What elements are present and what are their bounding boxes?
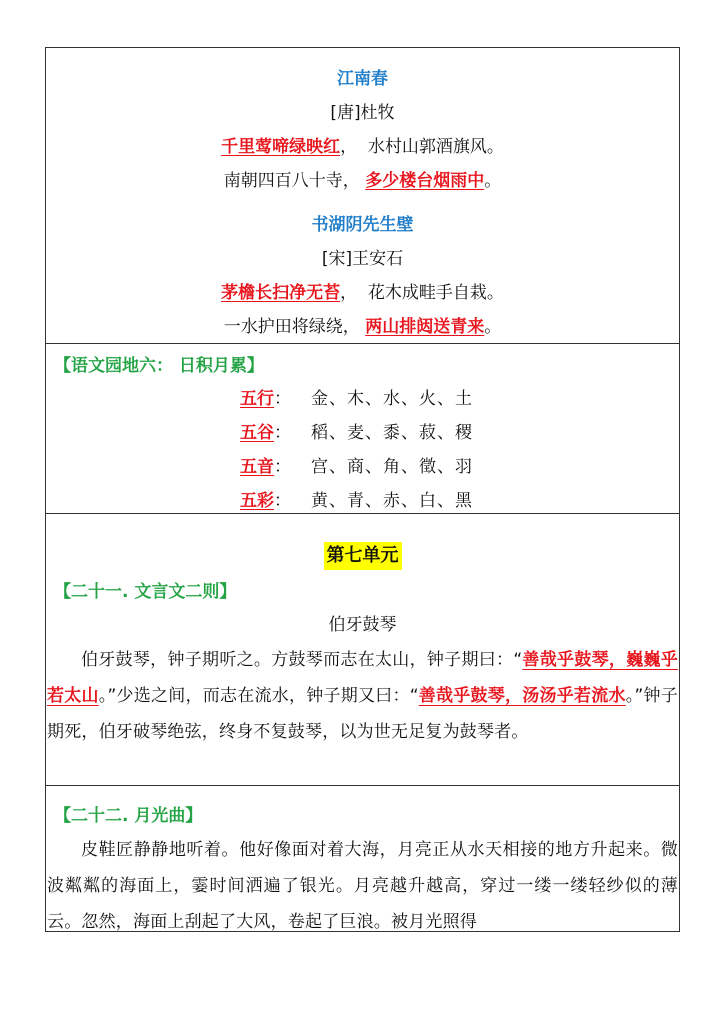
poem2-line2-end: 。 (484, 317, 502, 337)
jilei-list: 宫、商、角、徵、羽 (311, 457, 473, 477)
jilei-colon: ： (274, 423, 291, 443)
poem1-line1-key: 千里莺啼绿映红 (221, 137, 341, 157)
poem1-line1-sep: ， (340, 137, 358, 157)
jilei-item (46, 450, 679, 484)
unit-title: 第七单元 (324, 542, 402, 570)
boya-text-part1: 伯牙鼓琴，钟子期听之。方鼓琴而志在太山，钟子期曰：“ (81, 650, 523, 670)
jilei-term: 五谷 (240, 423, 274, 443)
poem1-line2-end: 。 (484, 171, 502, 191)
jilei-term: 五行 (240, 389, 274, 409)
poem1-line2 (46, 164, 679, 198)
jilei-term: 五音 (240, 457, 274, 477)
boya-key-phrase-1: 善哉乎鼓琴，巍巍乎若太山 (47, 650, 678, 706)
text-title: 伯牙鼓琴 (328, 615, 397, 635)
unit-title-wrap (46, 542, 679, 576)
poem2-line2-start: 一水护田将绿绕， (223, 317, 360, 337)
poem2-line2 (46, 310, 679, 344)
jilei-list: 黄、青、赤、白、黑 (311, 491, 473, 511)
poem2-author: [宋]王安石 (321, 249, 404, 269)
boya-paragraph (46, 642, 679, 750)
poem1-title: 江南春 (337, 69, 388, 89)
boya-key-phrase-2: 善哉乎鼓琴，汤汤乎若流水 (418, 686, 626, 706)
jilei-section (46, 344, 679, 514)
jilei-list: 稻、麦、黍、菽、稷 (311, 423, 473, 443)
boya-text-part2: 。”少选之间，而志在流水，钟子期又曰：“ (98, 686, 419, 706)
poem2-line1-key: 茅檐长扫净无苔 (221, 283, 341, 303)
poem1-line2-start: 南朝四百八十寺， (223, 171, 360, 191)
jilei-item (46, 382, 679, 416)
poem1-title-line (46, 62, 679, 96)
jilei-colon: ： (274, 491, 291, 511)
moonlight-section (46, 786, 679, 931)
jilei-header: 【语文园地六： 日积月累】 (54, 356, 264, 376)
moonlight-paragraph: 皮鞋匠静静地听着。他好像面对着大海，月亮正从水天相接的地方升起来。微波粼粼的海面上，霎时间洒遍了银光。月亮越升越高，穿过一缕一缕轻纱似的薄云。忽然，海面上刮起了大风，卷起了巨浪。被月光照得 (47, 840, 678, 932)
jilei-item (46, 416, 679, 450)
poem2-line1-sep: ， (340, 283, 358, 303)
jilei-term: 五彩 (240, 491, 274, 511)
poem2-line1-rest: 花木成畦手自栽。 (367, 283, 504, 303)
boya-text-part3: 。”钟子期死，伯牙破琴绝弦，终身不复鼓琴，以为世无足复为鼓琴者。 (47, 686, 678, 742)
study-sheet (45, 47, 680, 932)
poem2-line2-key: 两山排闼送青来 (365, 317, 485, 337)
poem1-line1-rest: 水村山郭酒旗风。 (367, 137, 504, 157)
poem1-line1 (46, 130, 679, 164)
lesson22-header: 【二十二. 月光曲】 (54, 806, 203, 826)
poem2-title-line (46, 208, 679, 242)
jilei-item (46, 484, 679, 518)
poem2-title: 书湖阴先生壁 (311, 215, 414, 235)
poems-section (46, 48, 679, 344)
poem1-line2-key: 多少楼台烟雨中 (365, 171, 485, 191)
unit7-section (46, 514, 679, 786)
lesson21-header: 【二十一. 文言文二则】 (54, 582, 237, 602)
jilei-list: 金、木、水、火、土 (311, 389, 473, 409)
poem1-author: [唐]杜牧 (330, 103, 395, 123)
jilei-colon: ： (274, 389, 291, 409)
jilei-colon: ： (274, 457, 291, 477)
poem2-line1 (46, 276, 679, 310)
